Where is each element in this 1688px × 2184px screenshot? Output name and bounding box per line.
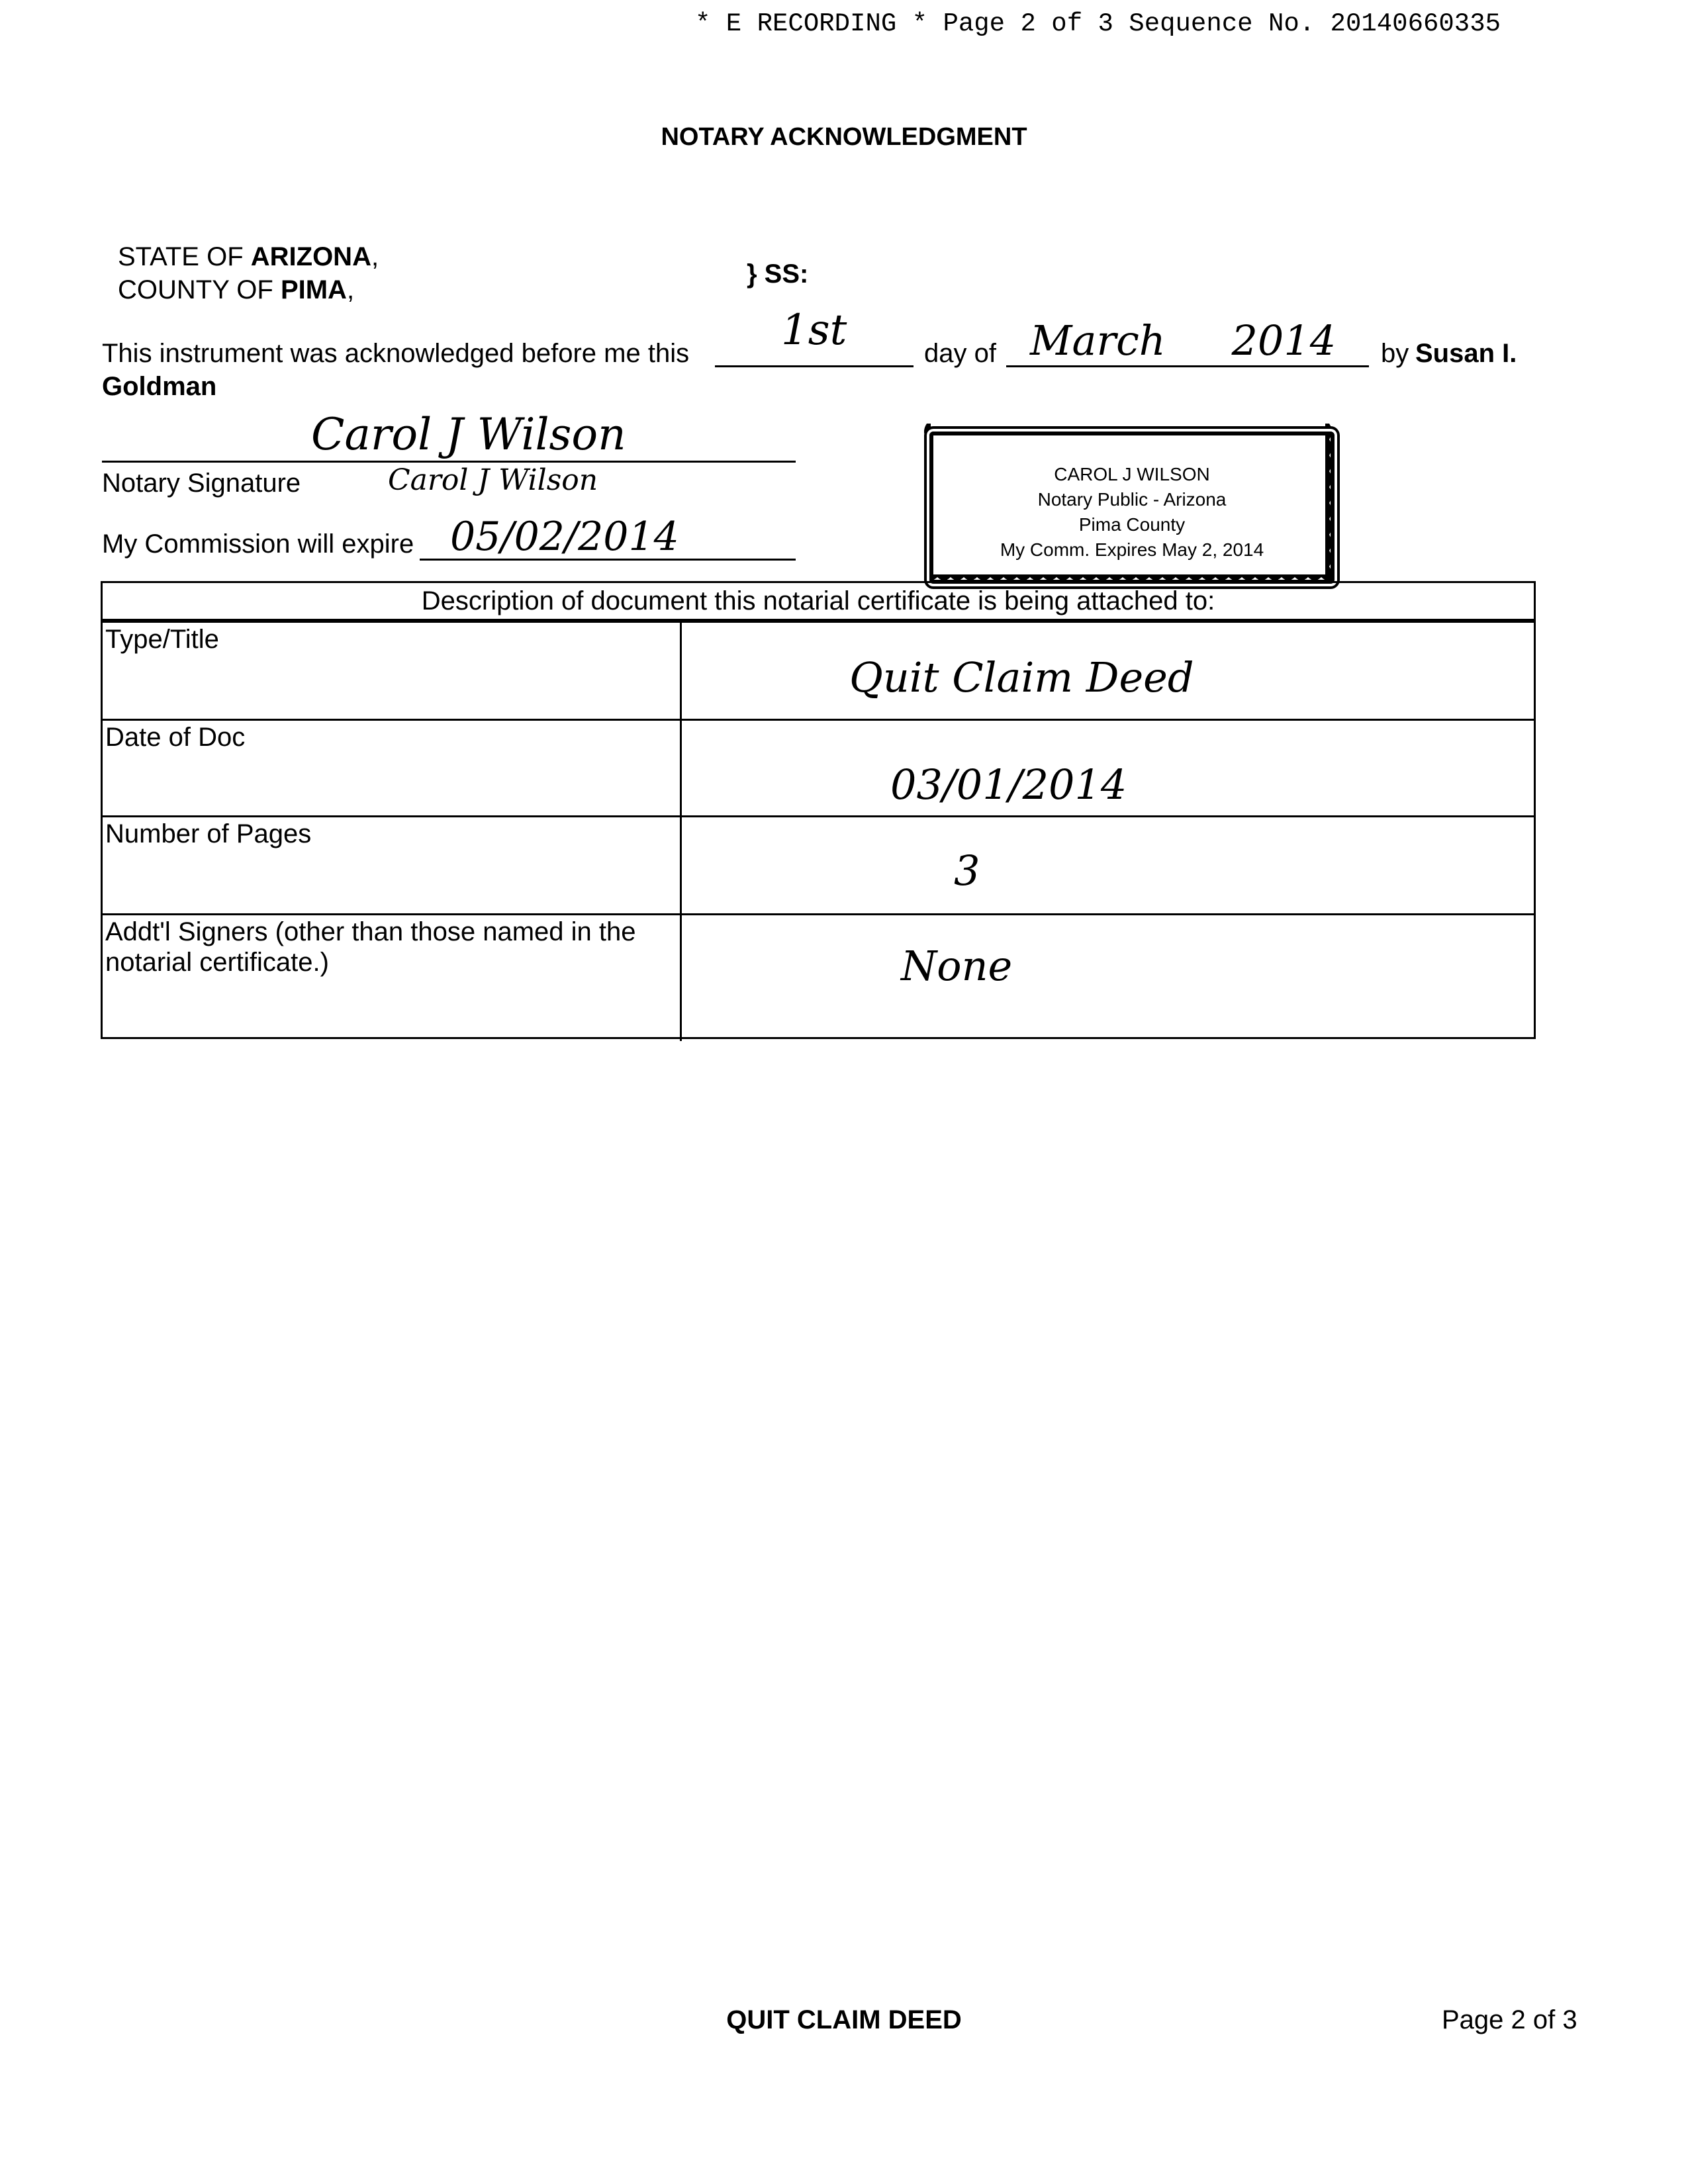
footer-document-title: QUIT CLAIM DEED	[726, 2005, 962, 2034]
number-of-pages-label: Number of Pages	[105, 819, 312, 848]
table-row-signers	[103, 915, 1534, 1041]
day-of-text: day of	[924, 339, 996, 368]
signer-name-line2: Goldman	[102, 372, 217, 401]
county-line	[118, 275, 354, 305]
commission-date-handwritten: 05/02/2014	[450, 514, 679, 560]
ss-marker: } SS:	[747, 259, 809, 289]
day-handwritten: 1st	[781, 306, 847, 355]
date-of-doc-label: Date of Doc	[105, 723, 246, 752]
by-text: by	[1381, 339, 1409, 368]
table-row-type-title	[103, 623, 1534, 721]
additional-signers-label: Addt'l Signers (other than those named in the notarial certificate.)	[105, 917, 636, 977]
notary-printed-name: Carol J Wilson	[388, 463, 598, 497]
signer-name-line1: Susan I.	[1415, 339, 1517, 368]
stamp-title: Notary Public - Arizona	[1037, 489, 1227, 510]
footer-page-number: Page 2 of 3	[1442, 2005, 1577, 2034]
county-comma: ,	[346, 275, 355, 304]
table-row-date	[103, 721, 1534, 817]
stamp-expiration: My Comm. Expires May 2, 2014	[1000, 539, 1264, 560]
month-year-handwritten: March 2014	[1030, 316, 1336, 365]
notary-signature: Carol J Wilson	[311, 409, 626, 460]
table-row-pages	[103, 817, 1534, 915]
number-of-pages-value: 3	[954, 846, 980, 895]
commission-label: My Commission will expire	[102, 529, 414, 559]
county-name: PIMA	[280, 275, 347, 304]
table-header: Description of document this notarial certificate is being attached to:	[103, 583, 1534, 623]
type-title-value: Quit Claim Deed	[849, 653, 1194, 702]
notary-stamp	[929, 432, 1335, 584]
stamp-notary-name: CAROL J WILSON	[1054, 464, 1210, 484]
page-title: NOTARY ACKNOWLEDGMENT	[661, 123, 1027, 151]
state-comma: ,	[371, 242, 379, 271]
county-prefix: COUNTY OF	[118, 275, 281, 304]
type-title-label: Type/Title	[105, 625, 219, 654]
recording-header: * E RECORDING * Page 2 of 3 Sequence No. 20140660335	[695, 9, 1501, 38]
additional-signers-value: None	[901, 942, 1013, 990]
stamp-county: Pima County	[1078, 514, 1186, 535]
state-line	[118, 242, 379, 272]
ack-text: This instrument was acknowledged before me this	[102, 339, 690, 368]
document-description-table	[101, 581, 1536, 1039]
state-prefix: STATE OF	[118, 242, 251, 271]
state-name: ARIZONA	[250, 242, 371, 271]
date-of-doc-value: 03/01/2014	[890, 760, 1127, 809]
signature-label: Notary Signature	[102, 469, 301, 498]
